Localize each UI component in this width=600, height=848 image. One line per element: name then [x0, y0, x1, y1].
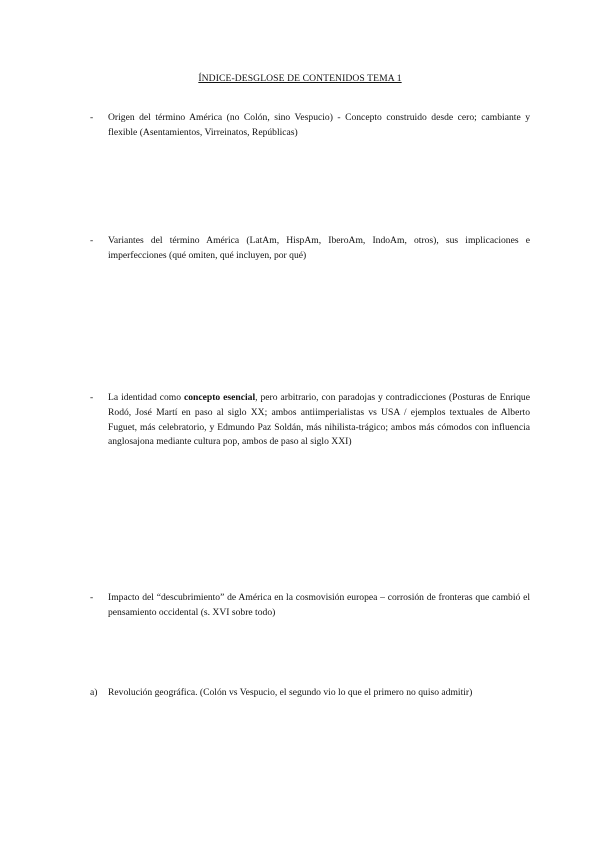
list-item — [90, 686, 530, 701]
list-item — [90, 111, 530, 141]
item-text-end: , pero arbitrario, con paradojas y contradicciones (Posturas de Enrique Rodó, José Martí en paso al siglo XX; ambos antiimperialistas vs USA / ejemplos textuales de Alberto Fuguet, más celebratorio, y Edmundo Paz Soldán, más nihilista-trágico; ambos más cómodos con influencia anglosajona mediante cultura pop, ambos de paso al siglo XXI) — [108, 392, 530, 448]
list-letter-marker: a) — [90, 687, 98, 698]
item-text: Revolución geográfica. (Colón vs Vespucio, el segundo vio lo que el primero no quiso admitir) — [108, 687, 473, 698]
document-title: ÍNDICE-DESGLOSE DE CONTENIDOS TEMA 1 — [198, 73, 402, 84]
list-item — [90, 234, 530, 264]
item-text-bold: concepto esencial — [183, 392, 256, 403]
list-item — [90, 591, 530, 621]
item-text-start: La identidad como — [108, 392, 184, 403]
item-text: Variantes del término América (LatAm, HispAm, IberoAm, IndoAm, otros), sus implicaciones e imperfecciones (qué omiten, qué incluyen, por qué) — [108, 235, 530, 261]
list-item — [90, 391, 530, 450]
bullet-marker: - — [90, 392, 94, 403]
bullet-marker: - — [90, 592, 94, 603]
bullet-marker: - — [90, 235, 94, 246]
item-text — [108, 391, 530, 450]
item-text: Origen del término América (no Colón, sino Vespucio) - Concepto construido desde cero; cambiante y flexible (Asentamientos, Virreinatos, Repúblicas) — [108, 112, 530, 138]
item-text: Impacto del “descubrimiento” de América en la cosmovisión europea – corrosión de fronteras que cambió el pensamiento occidental (s. XVI sobre todo) — [108, 592, 530, 618]
bullet-marker: - — [90, 112, 94, 123]
